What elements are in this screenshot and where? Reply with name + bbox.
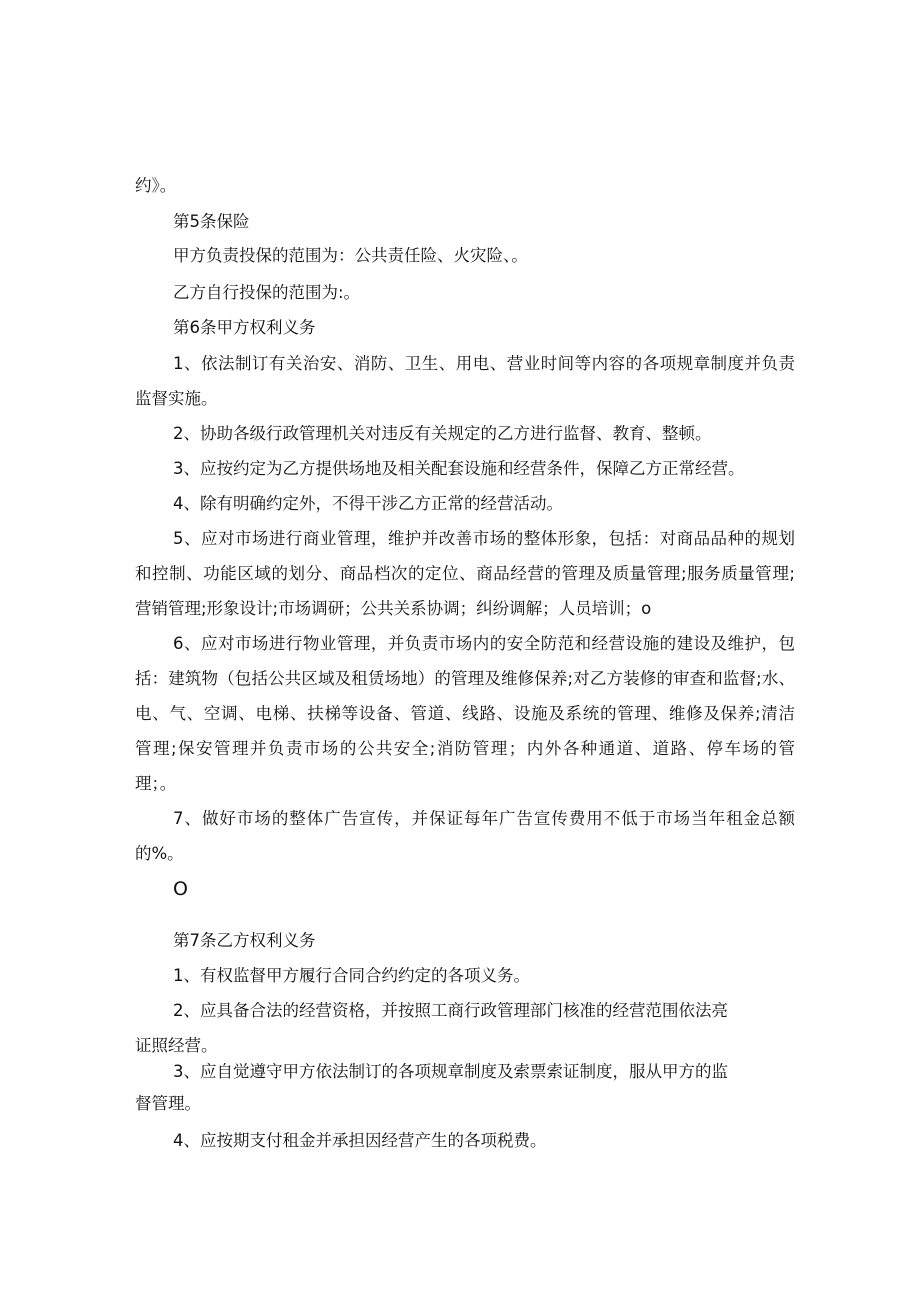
text-line: 监督实施。 — [135, 389, 218, 408]
text-line: 2、协助各级行政管理机关对违反有关规定的乙方进行监督、教育、整顿。 — [173, 424, 712, 443]
text-line: 2、应具备合法的经营资格，并按照工商行政管理部门核准的经营范围依法亮 — [173, 1001, 728, 1020]
text-line: 乙方自行投保的范围为:。 — [173, 283, 361, 302]
text-line: 4、除有明确约定外，不得干涉乙方正常的经营活动。 — [173, 494, 563, 513]
text-line: 5、应对市场进行商业管理，维护并改善市场的整体形象，包括：对商品品种的规划 — [173, 529, 795, 548]
text-line: 和控制、功能区域的划分、商品档次的定位、商品经营的管理及质量管理;服务质量管理; — [135, 564, 795, 583]
text-line: 1、依法制订有关治安、消防、卫生、用电、营业时间等内容的各项规章制度并负责 — [173, 354, 795, 373]
text-line: 证照经营。 — [135, 1036, 218, 1055]
text-line: 括：建筑物（包括公共区域及租赁场地）的管理及维修保养;对乙方装修的审查和监督;水、 — [135, 669, 795, 688]
text-line: 督管理。 — [135, 1094, 201, 1113]
text-line: 3、应按约定为乙方提供场地及相关配套设施和经营条件，保障乙方正常经营。 — [173, 459, 745, 478]
text-line: 7、做好市场的整体广告宣传，并保证每年广告宣传费用不低于市场当年租金总额 — [173, 809, 795, 828]
text-line: O — [173, 878, 188, 900]
text-line: 的%。 — [135, 844, 184, 863]
text-line: 约》。 — [135, 176, 177, 195]
text-line: 电、气、空调、电梯、扶梯等设备、管道、线路、设施及系统的管理、维修及保养;清洁 — [135, 704, 795, 723]
text-line: 4、应按期支付租金并承担因经营产生的各项税费。 — [173, 1131, 547, 1150]
text-line: 1、有权监督甲方履行合同合约约定的各项义务。 — [173, 966, 530, 985]
text-line: 6、应对市场进行物业管理，并负责市场内的安全防范和经营设施的建设及维护，包 — [173, 634, 795, 653]
text-line: 理；。 — [135, 774, 177, 793]
text-line: 3、应自觉遵守甲方依法制订的各项规章制度及索票索证制度，服从甲方的监 — [173, 1062, 728, 1081]
section-heading: 第5条保险 — [173, 212, 250, 231]
section-heading: 第7条乙方权利义务 — [173, 931, 316, 950]
text-line: 营销管理;形象设计;市场调研；公共关系协调；纠纷调解；人员培训；o — [135, 599, 652, 618]
section-heading: 第6条甲方权利义务 — [173, 318, 316, 337]
text-line: 管理;保安管理并负责市场的公共安全;消防管理；内外各种通道、道路、停车场的管 — [135, 739, 795, 758]
text-line: 甲方负责投保的范围为：公共责任险、火灾险、。 — [173, 246, 528, 265]
